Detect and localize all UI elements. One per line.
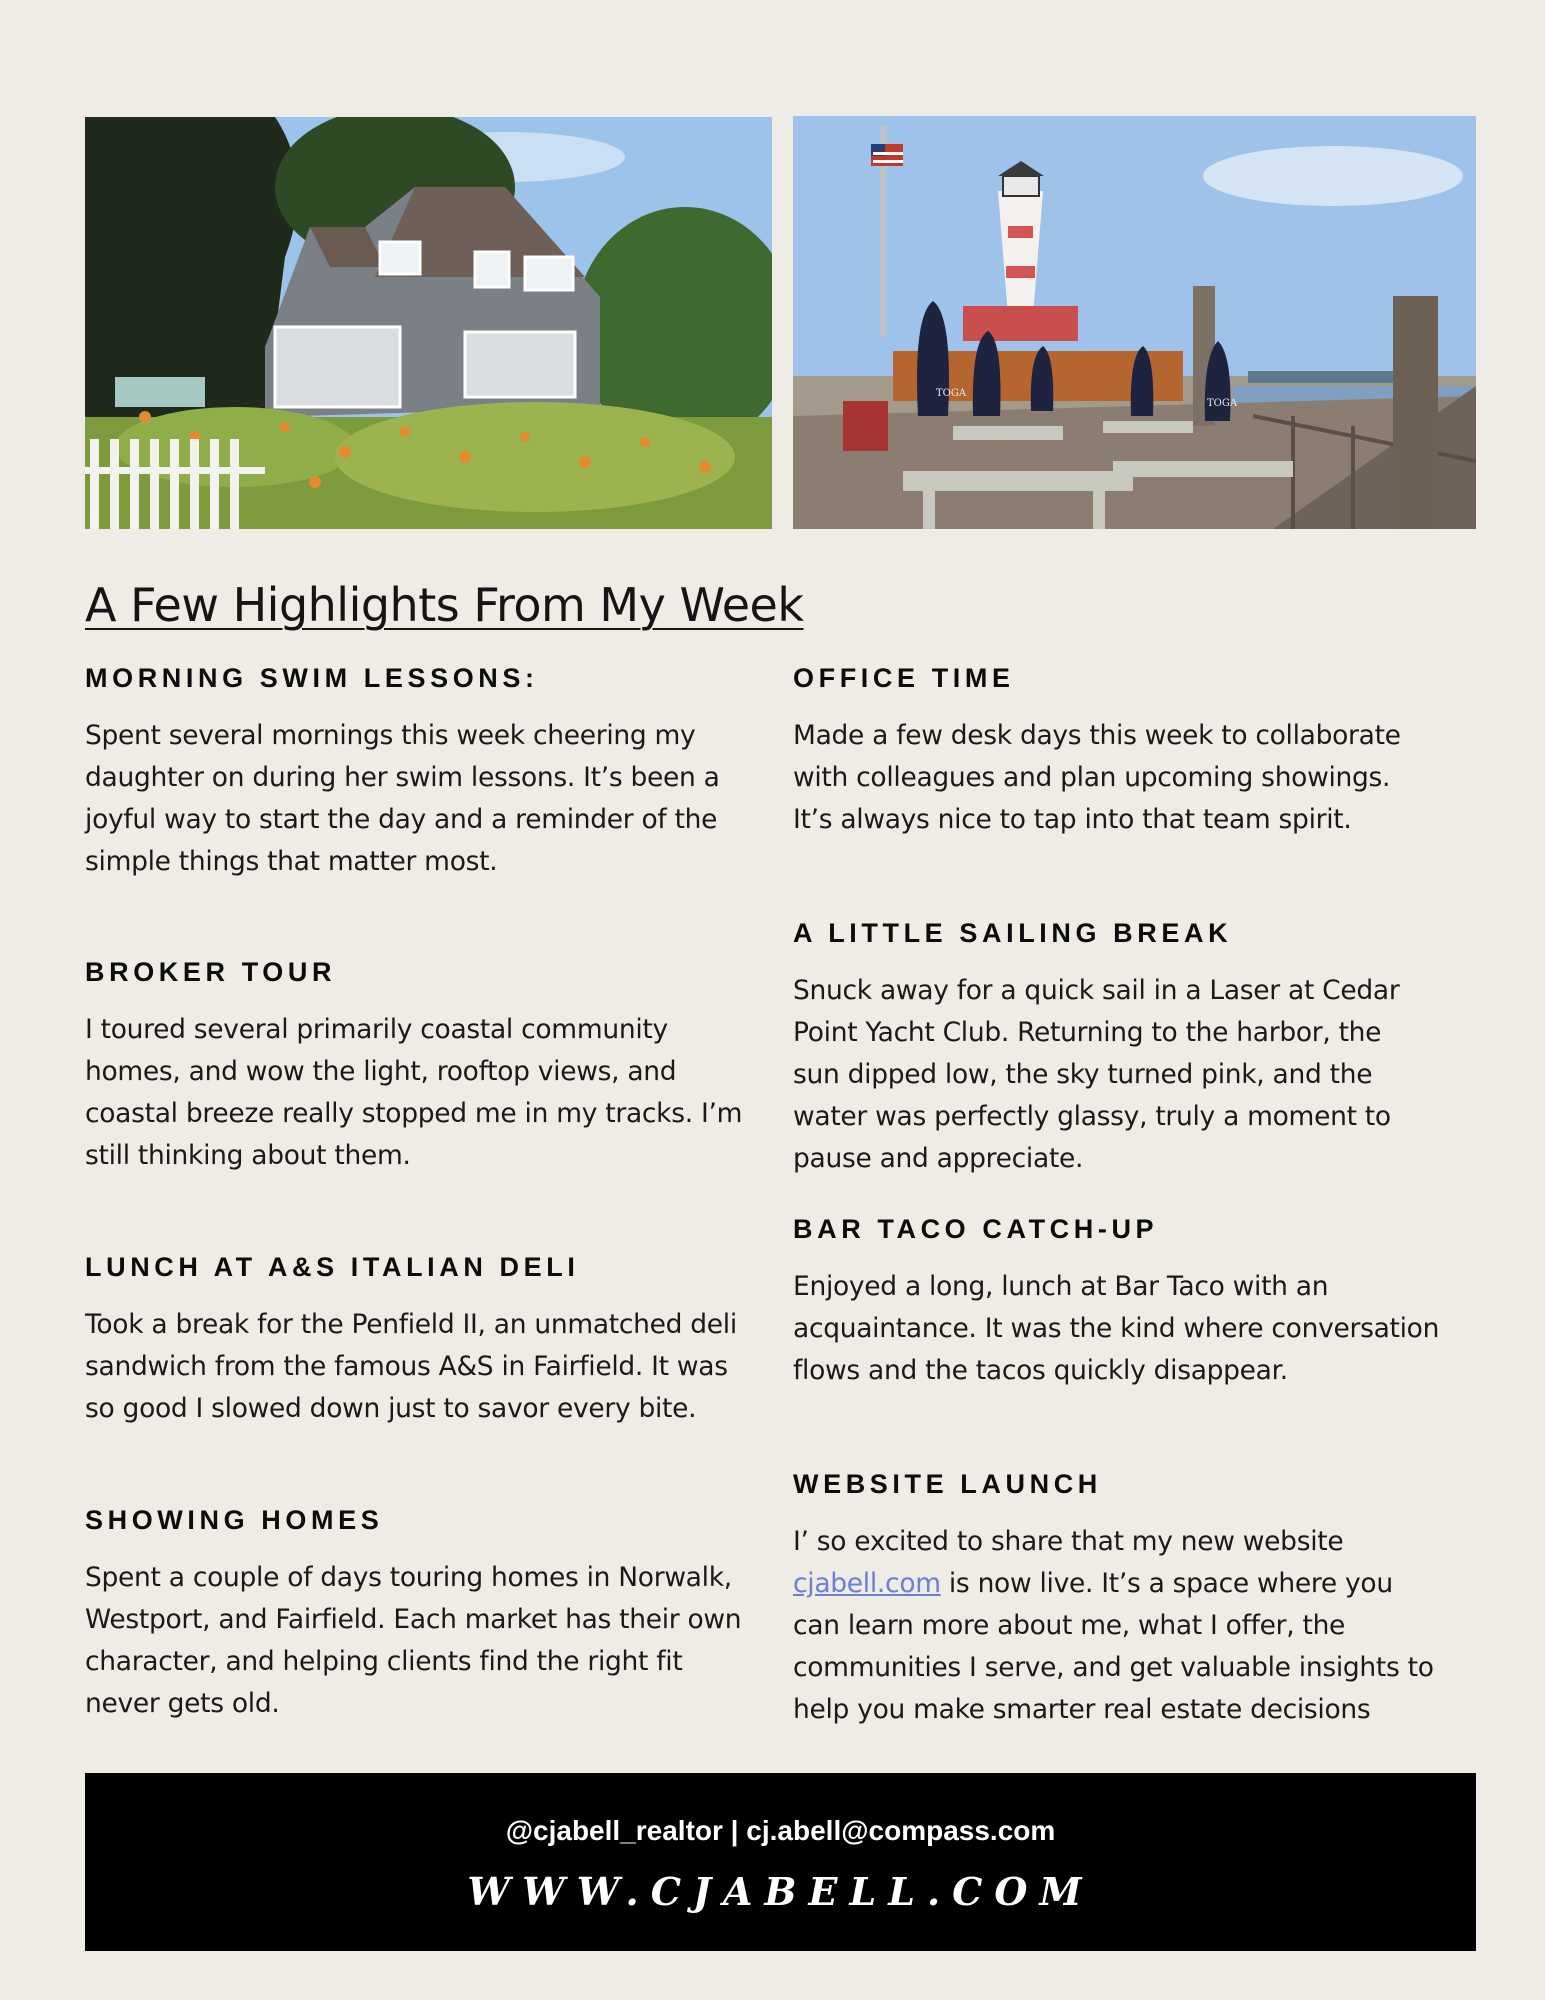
section-sailing-break — [793, 916, 1433, 1180]
svg-text:TOGA: TOGA — [936, 388, 967, 399]
section-bar-taco — [793, 1212, 1493, 1392]
website-link[interactable]: cjabell.com — [793, 1568, 941, 1599]
section-heading: BROKER TOUR — [85, 957, 337, 987]
section-heading: SHOWING HOMES — [85, 1505, 384, 1535]
section-morning-swim — [85, 661, 745, 883]
section-heading: OFFICE TIME — [793, 663, 1015, 693]
section-heading: WEBSITE LAUNCH — [793, 1469, 1102, 1499]
body-text-after: is now live. It’s a space where you can learn more about me, what I offer, the communities I serve, and get valuable insights to help you make smarter real estate decisions — [793, 1568, 1434, 1725]
footer-banner — [85, 1773, 1476, 1951]
section-body: Spent several mornings this week cheering my daughter on during her swim lessons. It’s been a joyful way to start the day and a reminder of the simple things that matter most. — [85, 720, 720, 877]
body-text-before: I’ so excited to share that my new website — [793, 1526, 1344, 1557]
section-office-time — [793, 661, 1413, 841]
section-heading: MORNING SWIM LESSONS: — [85, 663, 539, 693]
footer-website[interactable]: WWW.CJABELL.COM — [467, 1869, 1094, 1914]
section-heading: LUNCH AT A&S ITALIAN DELI — [85, 1252, 580, 1282]
section-body: Made a few desk days this week to collaborate with colleagues and plan upcoming showings. It’s always nice to tap into that team spirit. — [793, 720, 1401, 835]
section-broker-tour — [85, 955, 745, 1177]
yacht-club-deck-photo — [793, 116, 1476, 529]
section-lunch-deli — [85, 1250, 745, 1430]
section-body: I toured several primarily coastal community homes, and wow the light, rooftop views, and coastal breeze really stopped me in my tracks. I’m still thinking about them. — [85, 1014, 743, 1171]
page-title: A Few Highlights From My Week — [85, 578, 804, 632]
section-showing-homes — [85, 1503, 745, 1725]
section-heading: BAR TACO CATCH-UP — [793, 1214, 1159, 1244]
footer-contact[interactable]: @cjabell_realtor | cj.abell@compass.com — [505, 1815, 1056, 1846]
section-body: Took a break for the Penfield II, an unmatched deli sandwich from the famous A&S in Fairfield. It was so good I slowed down just to savor every bite. — [85, 1309, 737, 1424]
section-website-launch — [793, 1467, 1443, 1731]
section-body — [793, 1521, 1443, 1731]
shingle-house-photo — [85, 117, 772, 529]
section-body: Snuck away for a quick sail in a Laser at Cedar Point Yacht Club. Returning to the harbor, the sun dipped low, the sky turned pink, and the water was perfectly glassy, truly a moment to pause and appreciate. — [793, 975, 1400, 1174]
section-heading: A LITTLE SAILING BREAK — [793, 918, 1233, 948]
section-body: Enjoyed a long, lunch at Bar Taco with an acquaintance. It was the kind where conversation flows and the tacos quickly disappear. — [793, 1271, 1440, 1386]
svg-text:TOGA: TOGA — [1207, 398, 1238, 409]
section-body: Spent a couple of days touring homes in Norwalk, Westport, and Fairfield. Each market has their own character, and helping clients find the right fit never gets old. — [85, 1562, 742, 1719]
